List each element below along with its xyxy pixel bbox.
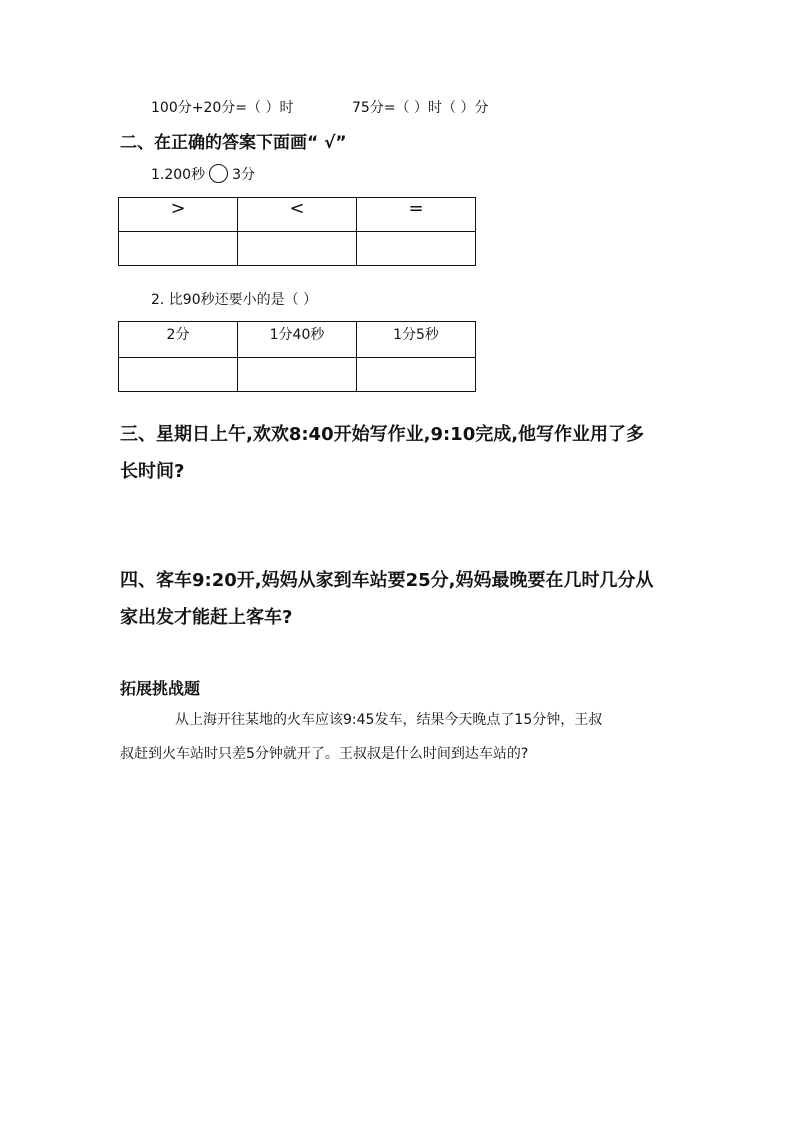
section2-title: 二、在正确的答案下面画“ √”: [120, 133, 347, 153]
p2-option-2: 1分40秒: [238, 322, 357, 358]
section3-line1: 三、星期日上午,欢欢8:40开始写作业,9:10完成,他写作业用了多: [120, 424, 645, 445]
p2-answer-cell-3[interactable]: [357, 358, 476, 392]
p2-answer-table: [118, 321, 476, 392]
extension-line1: 从上海开往某地的火车应该9:45发车，结果今天晚点了15分钟，王叔: [175, 712, 603, 728]
section4-line2: 家出发才能赶上客车?: [120, 607, 293, 628]
p1-option-less: <: [238, 198, 357, 232]
section2-p2-prompt: 2. 比90秒还要小的是（ ）: [151, 292, 318, 308]
p1-left-value: 1.200秒: [151, 167, 206, 183]
compare-circle-blank[interactable]: [209, 164, 228, 183]
p1-answer-cell-1[interactable]: [119, 232, 238, 266]
p1-option-greater: >: [119, 198, 238, 232]
p2-option-3: 1分5秒: [357, 322, 476, 358]
extension-line2: 叔赶到火车站时只差5分钟就开了。王叔叔是什么时间到达车站的?: [120, 746, 529, 762]
p1-answer-cell-2[interactable]: [238, 232, 357, 266]
p2-answer-cell-2[interactable]: [238, 358, 357, 392]
q1-part-b: 75分=（ ）时（ ）分: [352, 100, 489, 116]
p1-right-value: 3分: [232, 167, 256, 183]
section3-line2: 长时间?: [120, 461, 185, 482]
extension-title: 拓展挑战题: [120, 679, 201, 698]
p2-option-1: 2分: [119, 322, 238, 358]
section4-line1: 四、客车9:20开,妈妈从家到车站要25分,妈妈最晚要在几时几分从: [120, 570, 654, 591]
q1-part-a: 100分+20分=（ ）时: [151, 100, 294, 116]
p2-answer-cell-1[interactable]: [119, 358, 238, 392]
p1-answer-table: [118, 197, 476, 266]
p1-option-equal: =: [357, 198, 476, 232]
section2-p1-prompt: [151, 164, 255, 184]
p1-answer-cell-3[interactable]: [357, 232, 476, 266]
